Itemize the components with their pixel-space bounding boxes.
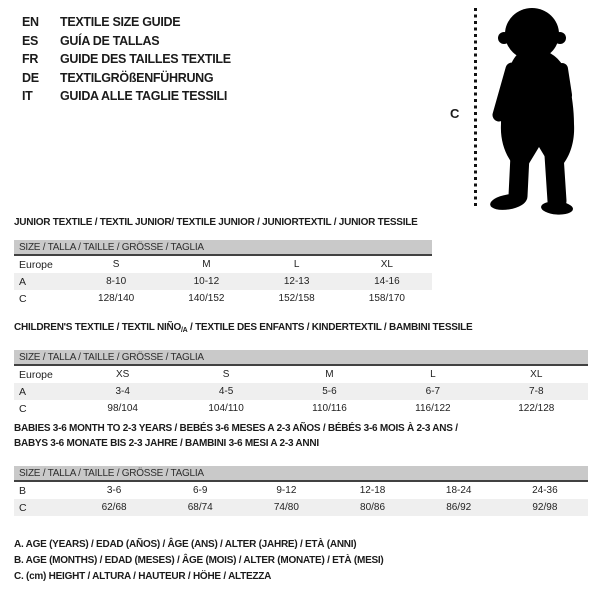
size-cell: L — [293, 259, 300, 270]
size-cell: 62/68 — [101, 502, 127, 513]
children-section-title — [14, 322, 472, 334]
language-label: TEXTILE SIZE GUIDE — [60, 15, 181, 29]
height-dashed-line — [474, 8, 477, 208]
children-title-before: CHILDREN'S TEXTILE / TEXTIL NIÑO — [14, 322, 181, 333]
language-row-de — [22, 69, 231, 88]
language-label: GUIDA ALLE TAGLIE TESSILI — [60, 89, 228, 104]
toddler-silhouette-icon — [482, 5, 594, 217]
size-cell: S — [112, 259, 120, 270]
size-header-bar: SIZE / TALLA / TAILLE / GRÖSSE / TAGLIA — [14, 466, 588, 482]
size-cell: 116/122 — [415, 403, 451, 414]
table-row — [14, 400, 588, 417]
row-label: C — [19, 292, 27, 305]
size-cell: 98/104 — [107, 403, 138, 414]
legend-notes — [14, 537, 384, 586]
language-label: GUÍA DE TALLAS — [60, 33, 160, 48]
babies-title-line2: BABYS 3-6 MONATE BIS 2-3 JAHRE / BAMBINI 3-6 MESI A 2-3 ANNI — [14, 438, 319, 449]
language-row-en — [22, 13, 231, 32]
language-list — [22, 13, 231, 106]
size-cell: 7-8 — [529, 386, 544, 397]
table-row — [14, 290, 432, 307]
row-label: Europe — [19, 258, 53, 271]
language-code: EN — [22, 15, 39, 29]
size-header-bar: SIZE / TALLA / TAILLE / GRÖSSE / TAGLIA — [14, 240, 432, 256]
size-cell: 6-7 — [425, 386, 441, 397]
size-cell: 10-12 — [193, 276, 220, 287]
size-cell: 158/170 — [368, 293, 405, 304]
size-cell: 86/92 — [446, 502, 472, 513]
size-cell: L — [430, 369, 436, 380]
row-label: Europe — [19, 368, 53, 381]
size-cell: 9-12 — [276, 485, 297, 496]
language-code: ES — [22, 33, 39, 48]
height-measure-label: C — [450, 106, 460, 121]
size-cell: 122/128 — [518, 403, 555, 414]
table-row — [14, 366, 588, 383]
language-label: GUIDE DES TAILLES TEXTILE — [60, 52, 231, 67]
junior-section-title: JUNIOR TEXTILE / TEXTIL JUNIOR/ TEXTILE JUNIOR / JUNIORTEXTIL / JUNIOR TESSILE — [14, 217, 418, 228]
table-row — [14, 499, 588, 516]
size-cell: XS — [116, 369, 130, 380]
language-row-es — [22, 32, 231, 51]
row-label: A — [19, 385, 27, 398]
size-cell: 6-9 — [193, 485, 208, 496]
size-cell: 74/80 — [273, 502, 299, 513]
row-label: A — [19, 275, 27, 288]
children-title-subscript: /A — [180, 327, 188, 334]
junior-size-table — [14, 240, 432, 307]
children-title-after: / TEXTILE DES ENFANTS / KINDERTEXTIL / BAMBINI TESSILE — [187, 322, 473, 333]
size-cell: XL — [530, 369, 543, 380]
note-height-cm: C. (cm) HEIGHT / ALTURA / HAUTEUR / HÖHE / ALTEZZA — [14, 571, 272, 583]
size-cell: 92/98 — [532, 502, 558, 513]
babies-size-table — [14, 466, 588, 516]
row-label: B — [19, 484, 27, 497]
size-cell: 24-36 — [532, 485, 558, 496]
language-code: IT — [22, 89, 33, 104]
table-row — [14, 273, 432, 290]
size-cell: M — [202, 259, 211, 270]
language-row-fr — [22, 50, 231, 69]
size-cell: 3-4 — [115, 386, 130, 397]
size-cell: 68/74 — [187, 502, 213, 513]
language-code: DE — [22, 70, 39, 85]
size-cell: 140/152 — [188, 293, 225, 304]
size-cell: 152/158 — [278, 293, 315, 304]
size-cell: S — [222, 369, 230, 380]
language-label: TEXTILGRÖßENFÜHRUNG — [60, 70, 214, 85]
size-cell: 14-16 — [374, 276, 400, 287]
babies-section-title — [14, 421, 458, 451]
size-cell: 12-18 — [359, 485, 386, 496]
table-row — [14, 482, 588, 499]
row-label: C — [19, 501, 27, 514]
babies-title-line1: BABIES 3-6 MONTH TO 2-3 YEARS / BEBÉS 3-6 MESES A 2-3 AÑOS / BÉBÉS 3-6 MOIS À 2-3 ANS / — [14, 423, 458, 434]
size-cell: XL — [380, 259, 393, 270]
size-cell: 18-24 — [445, 485, 472, 496]
size-cell: 80/86 — [360, 502, 386, 513]
children-size-table — [14, 350, 588, 417]
size-cell: 5-6 — [322, 386, 337, 397]
size-cell: M — [325, 369, 334, 380]
table-row — [14, 256, 432, 273]
size-cell: 8-10 — [106, 276, 127, 287]
size-cell: 3-6 — [106, 485, 122, 496]
size-cell: 12-13 — [283, 276, 310, 287]
language-code: FR — [22, 52, 39, 67]
size-cell: 4-5 — [218, 386, 234, 397]
size-cell: 110/116 — [312, 403, 347, 414]
size-header-bar: SIZE / TALLA / TAILLE / GRÖSSE / TAGLIA — [14, 350, 588, 366]
language-row-it — [22, 87, 231, 106]
size-cell: 128/140 — [98, 293, 135, 304]
size-cell: 104/110 — [208, 403, 244, 414]
table-row — [14, 383, 588, 400]
note-age-months: B. AGE (MONTHS) / EDAD (MESES) / ÂGE (MOIS) / ALTER (MONATE) / ETÀ (MESI) — [14, 555, 384, 567]
row-label: C — [19, 402, 27, 415]
note-age-years: A. AGE (YEARS) / EDAD (AÑOS) / ÂGE (ANS) / ALTER (JAHRE) / ETÀ (ANNI) — [14, 539, 357, 550]
